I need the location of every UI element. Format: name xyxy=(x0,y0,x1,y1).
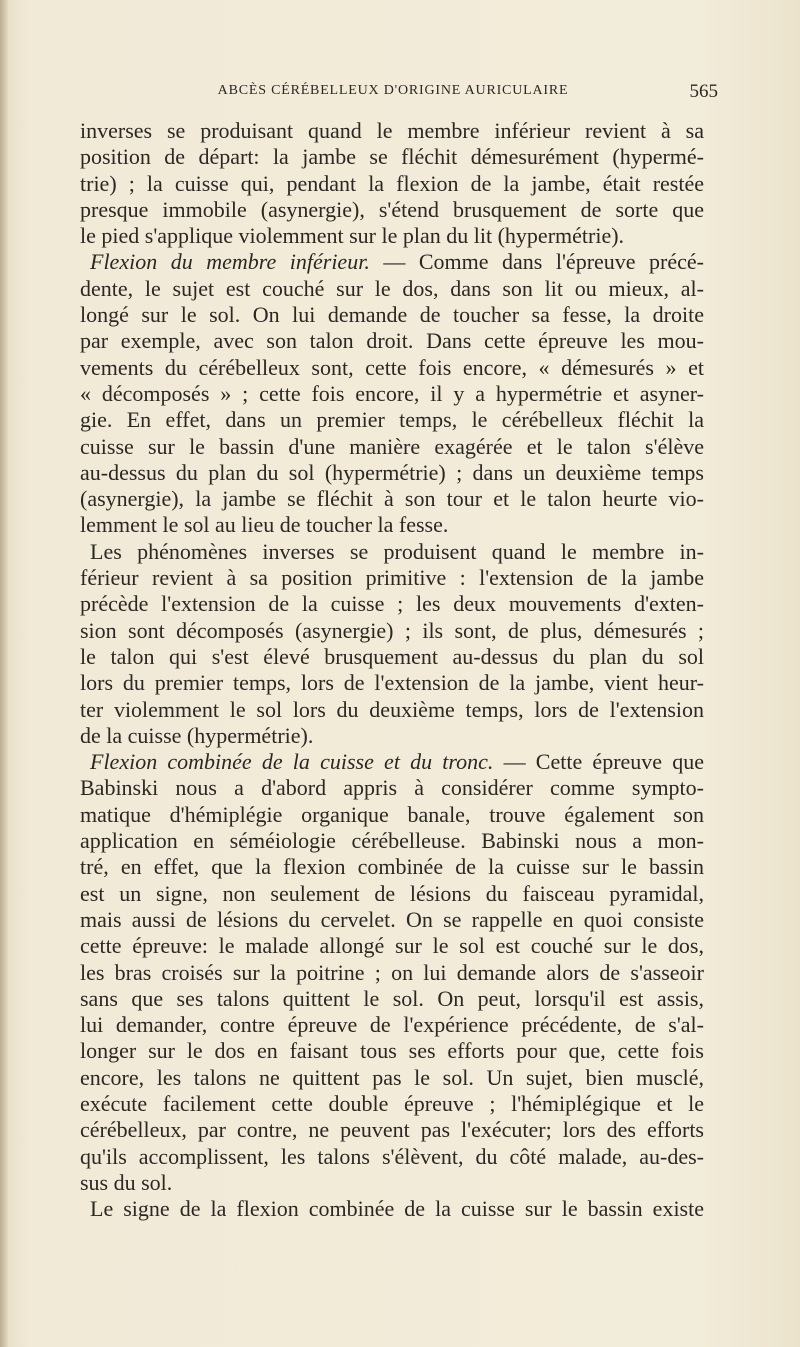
line-text: cette épreuve: le malade allongé sur le sol est couché sur le dos, xyxy=(80,933,704,959)
text-line xyxy=(80,1117,704,1143)
text-line xyxy=(80,302,704,328)
text-line xyxy=(80,1038,704,1064)
line-text: application en séméiologie cérébelleuse. Babinski nous a mon- xyxy=(80,828,704,854)
text-line xyxy=(80,986,704,1012)
text-line xyxy=(80,775,704,801)
text-line xyxy=(80,144,704,170)
text-line xyxy=(80,644,704,670)
line-text: lemment le sol au lieu de toucher la fesse. xyxy=(80,512,449,538)
text-line xyxy=(80,197,704,223)
line-text: férieur revient à sa position primitive : l'extension de la jambe xyxy=(80,565,704,591)
line-text: cuisse sur le bassin d'une manière exagérée et le talon s'élève xyxy=(80,433,704,459)
line-text: par exemple, avec son talon droit. Dans cette épreuve les mou- xyxy=(80,328,704,354)
text-line xyxy=(80,328,704,354)
body-text xyxy=(80,118,704,1222)
line-text: trie) ; la cuisse qui, pendant la flexion de la jambe, était restée xyxy=(80,170,704,196)
text-line xyxy=(80,723,704,749)
text-line xyxy=(80,1170,704,1196)
line-text: est un signe, non seulement de lésions du faisceau pyramidal, xyxy=(80,880,704,906)
line-text: inverses se produisant quand le membre inférieur revient à sa xyxy=(80,118,704,143)
line-text: Les phénomènes inverses se produisent quand le membre in- xyxy=(90,538,704,564)
text-line xyxy=(80,512,704,538)
line-text: dente, le sujet est couché sur le dos, dans son lit ou mieux, al- xyxy=(80,275,704,301)
line-text: encore, les talons ne quittent pas le sol. Un sujet, bien musclé, xyxy=(80,1064,704,1090)
text-line xyxy=(80,407,704,433)
running-title: ABCÈS CÉRÉBELLEUX D'ORIGINE AURICULAIRE xyxy=(217,83,569,98)
line-text: Babinski nous a d'abord appris à considérer comme sympto- xyxy=(80,775,704,801)
line-text: « décomposés » ; cette fois encore, il y a hypermétrie et asyner- xyxy=(80,380,704,406)
text-line xyxy=(80,907,704,933)
text-line xyxy=(80,486,704,512)
page-header xyxy=(78,81,718,107)
text-line xyxy=(80,881,704,907)
section-heading: Flexion du membre inférieur. xyxy=(90,249,370,275)
line-text: Le signe de la flexion combinée de la cuisse sur le bassin existe xyxy=(90,1196,704,1222)
line-text: qu'ils accomplissent, les talons s'élèvent, du côté malade, au-des- xyxy=(80,1143,704,1169)
line-text: gie. En effet, dans un premier temps, le cérébelleux fléchit la xyxy=(80,407,704,433)
line-text: au-dessus du plan du sol (hypermétrie) ; dans un deuxième temps xyxy=(80,459,704,485)
text-line xyxy=(80,1065,704,1091)
text-line xyxy=(80,565,704,591)
text-line xyxy=(80,1196,704,1222)
line-text: les bras croisés sur la poitrine ; on lui demande alors de s'asseoir xyxy=(80,959,704,985)
line-text: sus du sol. xyxy=(80,1169,173,1195)
text-line xyxy=(80,381,704,407)
text-line xyxy=(80,960,704,986)
text-line xyxy=(80,802,704,828)
text-line xyxy=(80,854,704,880)
text-line xyxy=(80,460,704,486)
text-line xyxy=(80,697,704,723)
text-line xyxy=(80,223,704,249)
page-binding-edge xyxy=(0,0,8,1347)
line-text: sans que ses talons quittent le sol. On peut, lorsqu'il est assis, xyxy=(80,985,704,1011)
line-text: matique d'hémiplégie organique banale, trouve également son xyxy=(80,801,704,827)
line-text: — Cette épreuve que xyxy=(493,749,704,775)
text-line xyxy=(80,118,704,144)
line-text: le talon qui s'est élevé brusquement au-dessus du plan du sol xyxy=(80,643,704,669)
text-line xyxy=(80,539,704,565)
text-line xyxy=(80,749,704,775)
line-text: (asynergie), la jambe se fléchit à son tour et le talon heurte vio- xyxy=(80,486,704,512)
page-number: 565 xyxy=(689,81,718,102)
line-text: précède l'extension de la cuisse ; les deux mouvements d'exten- xyxy=(80,591,704,617)
line-text: tré, en effet, que la flexion combinée de la cuisse sur le bassin xyxy=(80,854,704,880)
line-text: presque immobile (asynergie), s'étend brusquement de sorte que xyxy=(80,196,704,222)
text-line xyxy=(80,933,704,959)
section-heading: Flexion combinée de la cuisse et du tronc. xyxy=(90,749,494,775)
line-text: cérébelleux, par contre, ne peuvent pas l'exécuter; lors des efforts xyxy=(80,1117,704,1143)
line-text: le pied s'applique violemment sur le plan du lit (hypermétrie). xyxy=(80,223,625,249)
line-text: longer sur le dos en faisant tous ses efforts pour que, cette fois xyxy=(80,1038,704,1064)
text-line xyxy=(80,276,704,302)
text-line xyxy=(80,828,704,854)
line-text: sion sont décomposés (asynergie) ; ils sont, de plus, démesurés ; xyxy=(80,617,704,643)
line-text: longé sur le sol. On lui demande de toucher sa fesse, la droite xyxy=(80,302,704,328)
line-text: exécute facilement cette double épreuve ; l'hémiplégique et le xyxy=(80,1090,704,1116)
text-line xyxy=(80,1012,704,1038)
text-line xyxy=(80,1144,704,1170)
line-text: mais aussi de lésions du cervelet. On se rappelle en quoi consiste xyxy=(80,906,704,932)
text-line xyxy=(80,1091,704,1117)
text-line xyxy=(80,591,704,617)
text-line xyxy=(80,434,704,460)
line-text: vements du cérébelleux sont, cette fois encore, « démesurés » et xyxy=(80,354,704,380)
line-text: lui demander, contre épreuve de l'expérience précédente, de s'al- xyxy=(80,1012,704,1038)
line-text: lors du premier temps, lors de l'extension de la jambe, vient heur- xyxy=(80,670,704,696)
line-text: — Comme dans l'épreuve précé- xyxy=(369,249,704,275)
text-line xyxy=(80,171,704,197)
text-line xyxy=(80,355,704,381)
line-text: ter violemment le sol lors du deuxième temps, lors de l'extension xyxy=(80,696,704,722)
text-line xyxy=(80,618,704,644)
line-text: de la cuisse (hypermétrie). xyxy=(80,722,314,748)
line-text: position de départ: la jambe se fléchit démesurément (hypermé- xyxy=(80,144,704,170)
text-line xyxy=(80,670,704,696)
text-line xyxy=(80,249,704,275)
